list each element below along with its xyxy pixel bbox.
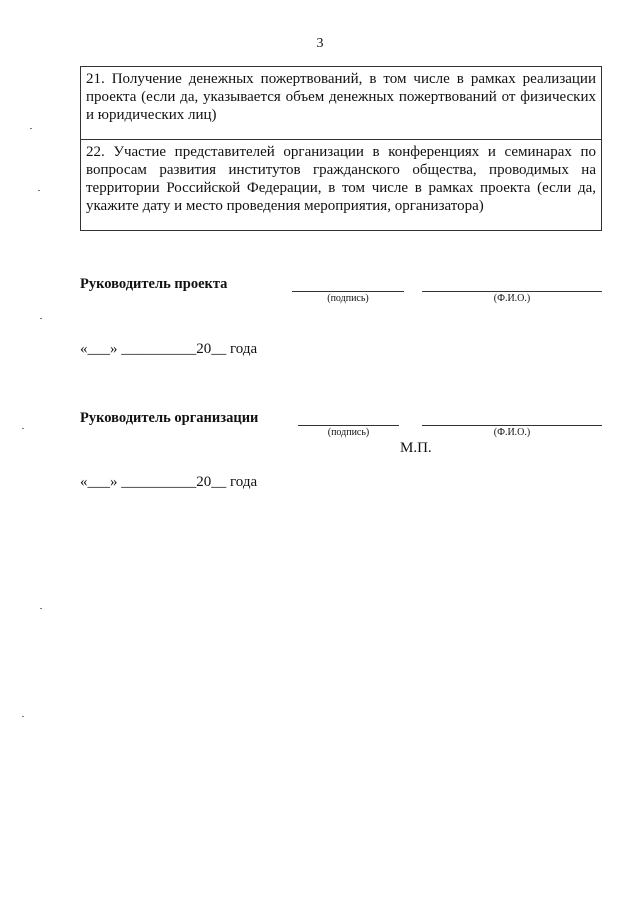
form-table <box>80 66 602 231</box>
scan-speck <box>22 716 24 717</box>
project-head-signature-caption: (подпись) <box>327 293 369 304</box>
scan-speck <box>40 318 42 319</box>
project-head-name-caption: (Ф.И.О.) <box>493 293 531 304</box>
table-cell-conferences: 22. Участие представителей организации в конференциях и семинарах по вопросам развития институтов гражданского общества, проводимых на территории Российской Федерации, в том числе в рамках проекта (если да, укажите дату и место проведения мероприятия, организатора) <box>81 140 602 231</box>
org-head-name-caption: (Ф.И.О.) <box>493 427 531 438</box>
scan-speck <box>40 608 42 609</box>
project-head-label: Руководитель проекта <box>80 276 228 292</box>
project-head-name-line <box>422 291 602 292</box>
project-head-date-line: «___» __________20__ года <box>80 341 258 357</box>
org-head-name-line <box>422 425 602 426</box>
scan-speck <box>30 128 32 129</box>
project-head-signature-line <box>292 291 404 292</box>
table-row-21 <box>81 67 602 140</box>
scan-speck <box>38 190 40 191</box>
org-head-signature-caption: (подпись) <box>327 427 370 438</box>
org-head-label: Руководитель организации <box>80 410 259 426</box>
table-row-22 <box>81 140 602 231</box>
table-cell-donations: 21. Получение денежных пожертвований, в том числе в рамках реализации проекта (если да, указывается объем денежных пожертвований от физических и юридических лиц) <box>81 67 602 140</box>
scan-speck <box>22 428 24 429</box>
page-number: 3 <box>316 36 324 51</box>
org-head-signature-line <box>298 425 399 426</box>
stamp-mark: М.П. <box>400 440 432 456</box>
org-head-date-line: «___» __________20__ года <box>80 474 258 490</box>
